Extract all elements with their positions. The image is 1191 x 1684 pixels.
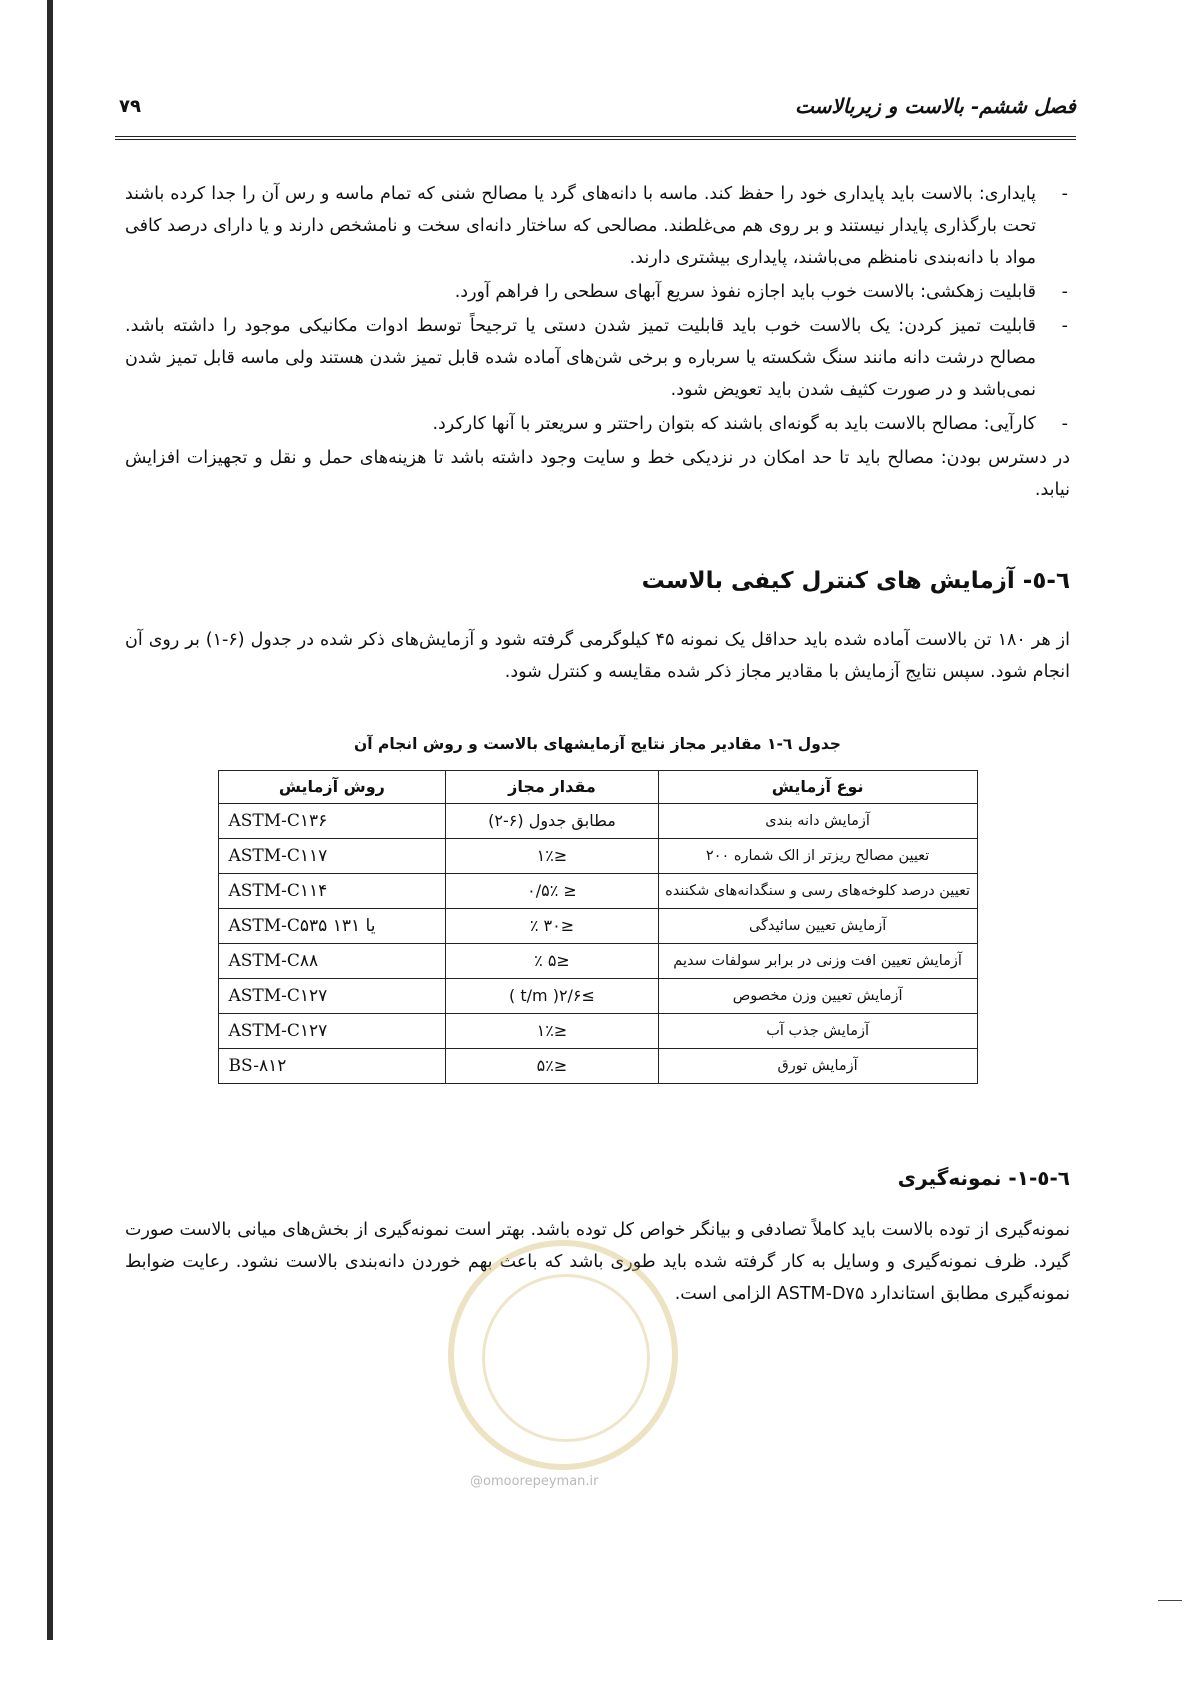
page-number: ۷۹ xyxy=(119,96,141,117)
table-row xyxy=(218,944,977,979)
list-item xyxy=(125,310,1070,406)
section-paragraph: از هر ۱۸۰ تن بالاست آماده شده باید حداقل یک نمونه ۴۵ کیلوگرمی گرفته شود و آزمایش‌های ذکر شده در جدول (۶-۱) بر روی آن انجام شود. سپس نتایج آزمایش با مقادیر مجاز ذکر شده مقایسه و کنترل شود. xyxy=(125,630,1070,682)
page-header xyxy=(115,92,1076,140)
list-item-text: قابلیت تمیز کردن: یک بالاست خوب باید قابلیت تمیز شدن دستی یا ترجیحاً توسط ادوات مکانیکی موجود را داشته باشد. مصالح درشت دانه مانند سنگ شکسته یا سرباره و برخی شن‌های آماده شده قابل تمیز شدن هستند ولی ماسه قابل تمیز شدن نمی‌باشد و در صورت کثیف شدن باید تعویض شود. xyxy=(125,316,1036,400)
subsection-heading: ٦-٥-۱- نمونه‌گیری xyxy=(897,1166,1070,1190)
cell-test-type: آزمایش تعیین افت وزنی در برابر سولفات سدیم xyxy=(658,944,977,979)
cell-test-type: آزمایش دانه بندی xyxy=(658,804,977,839)
bullet-dash: - xyxy=(1061,282,1068,302)
cell-test-type: آزمایش تعیین سائیدگی xyxy=(658,909,977,944)
cell-allowed-value: مطابق جدول (۶-۲) xyxy=(446,804,659,839)
bullet-dash: - xyxy=(1061,184,1068,204)
page-body xyxy=(125,178,1070,1310)
column-header-test-type: نوع آزمایش xyxy=(658,771,977,804)
scan-binding-edge xyxy=(47,0,53,1640)
ballast-properties-list xyxy=(125,178,1070,440)
cell-test-method: ASTM-C۱۲۷ xyxy=(218,979,446,1014)
cell-test-method: BS-۸۱۲ xyxy=(218,1049,446,1084)
cell-test-method: ASTM-C۱۳۶ xyxy=(218,804,446,839)
bullet-dash: - xyxy=(1061,316,1068,336)
table-row xyxy=(218,839,977,874)
table-caption: جدول ٦-۱ مقادیر مجاز نتایج آزمایشهای بالاست و روش انجام آن xyxy=(354,735,841,753)
cell-test-type: تعیین درصد کلوخه‌های رسی و سنگدانه‌های شکننده xyxy=(658,874,977,909)
cell-allowed-value: ≥۲/۶( t/m ) xyxy=(446,979,659,1014)
test-limits-table xyxy=(218,770,978,1084)
cell-test-method: ASTM-C۸۸ xyxy=(218,944,446,979)
table-row xyxy=(218,804,977,839)
cell-allowed-value: ≤۵٪ xyxy=(446,1049,659,1084)
bullet-dash: - xyxy=(1061,414,1068,434)
cell-test-type: تعیین مصالح ریزتر از الک شماره ۲۰۰ xyxy=(658,839,977,874)
table-row xyxy=(218,874,977,909)
table-row xyxy=(218,1049,977,1084)
list-item xyxy=(125,178,1070,274)
cell-allowed-value: ≤ ۰/۵٪ xyxy=(446,874,659,909)
section-heading: ٦-٥- آزمایش های کنترل کیفی بالاست xyxy=(641,568,1070,594)
cell-test-method: ASTM-C۱۱۴ xyxy=(218,874,446,909)
column-header-allowed-value: مقدار مجاز xyxy=(446,771,659,804)
availability-paragraph: در دسترس بودن: مصالح باید تا حد امکان در نزدیکی خط و سایت وجود داشته باشد تا هزینه‌های حمل و نقل و تجهیزات افزایش نیابد. xyxy=(125,448,1070,500)
list-item-text: پایداری: بالاست باید پایداری خود را حفظ کند. ماسه با دانه‌های گرد یا مصالح شنی که تمام ماسه و رس آن را جدا کرده باشند تحت بارگذاری پایدار نیستند و بر روی هم می‌غلطند. مصالحی که ساختار دانه‌ای سخت و نامشخص دارند و یا دارای درصد کافی مواد با دانه‌بندی نامنظم می‌باشند، پایداری بیشتری دارند. xyxy=(125,184,1036,268)
table-row xyxy=(218,1014,977,1049)
cell-allowed-value: ≤۱٪ xyxy=(446,1014,659,1049)
subsection-paragraph: نمونه‌گیری از توده بالاست باید کاملاً تصادفی و بیانگر خواص کل توده باشد. بهتر است نمونه‌گیری از بخش‌های میانی بالاست صورت گیرد. ظرف نمونه‌گیری و وسایل به کار گرفته شده باید طوری باشد که باعث بهم خوردن دانه‌بندی بالاست نشود. رعایت ضوابط نمونه‌گیری مطابق استاندارد ASTM-D۷۵ الزامی است. xyxy=(125,1220,1070,1304)
cell-test-method: ASTM-C۱۲۷ xyxy=(218,1014,446,1049)
table-header-row xyxy=(218,771,977,804)
chapter-title: فصل ششم- بالاست و زیربالاست xyxy=(795,94,1076,118)
cell-test-type: آزمایش تعیین وزن مخصوص xyxy=(658,979,977,1014)
list-item xyxy=(125,408,1070,440)
cell-test-method: ASTM-C۵۳۵ یا ۱۳۱ xyxy=(218,909,446,944)
list-item xyxy=(125,276,1070,308)
cell-allowed-value: ≤۱٪ xyxy=(446,839,659,874)
cell-test-type: آزمایش تورق xyxy=(658,1049,977,1084)
table-row xyxy=(218,979,977,1014)
cell-test-type: آزمایش جذب آب xyxy=(658,1014,977,1049)
watermark-url: @omoorepeyman.ir xyxy=(470,1474,599,1489)
cell-test-method: ASTM-C۱۱۷ xyxy=(218,839,446,874)
list-item-text: قابلیت زهکشی: بالاست خوب باید اجازه نفوذ سریع آبهای سطحی را فراهم آورد. xyxy=(454,282,1036,302)
cell-allowed-value: ≤۳۰ ٪ xyxy=(446,909,659,944)
cell-allowed-value: ≤۵ ٪ xyxy=(446,944,659,979)
scan-margin-mark xyxy=(1158,1600,1182,1601)
table-row xyxy=(218,909,977,944)
column-header-test-method: روش آزمایش xyxy=(218,771,446,804)
list-item-text: کارآیی: مصالح بالاست باید به گونه‌ای باشند که بتوان راحتتر و سریعتر با آنها کارکرد. xyxy=(432,414,1036,434)
